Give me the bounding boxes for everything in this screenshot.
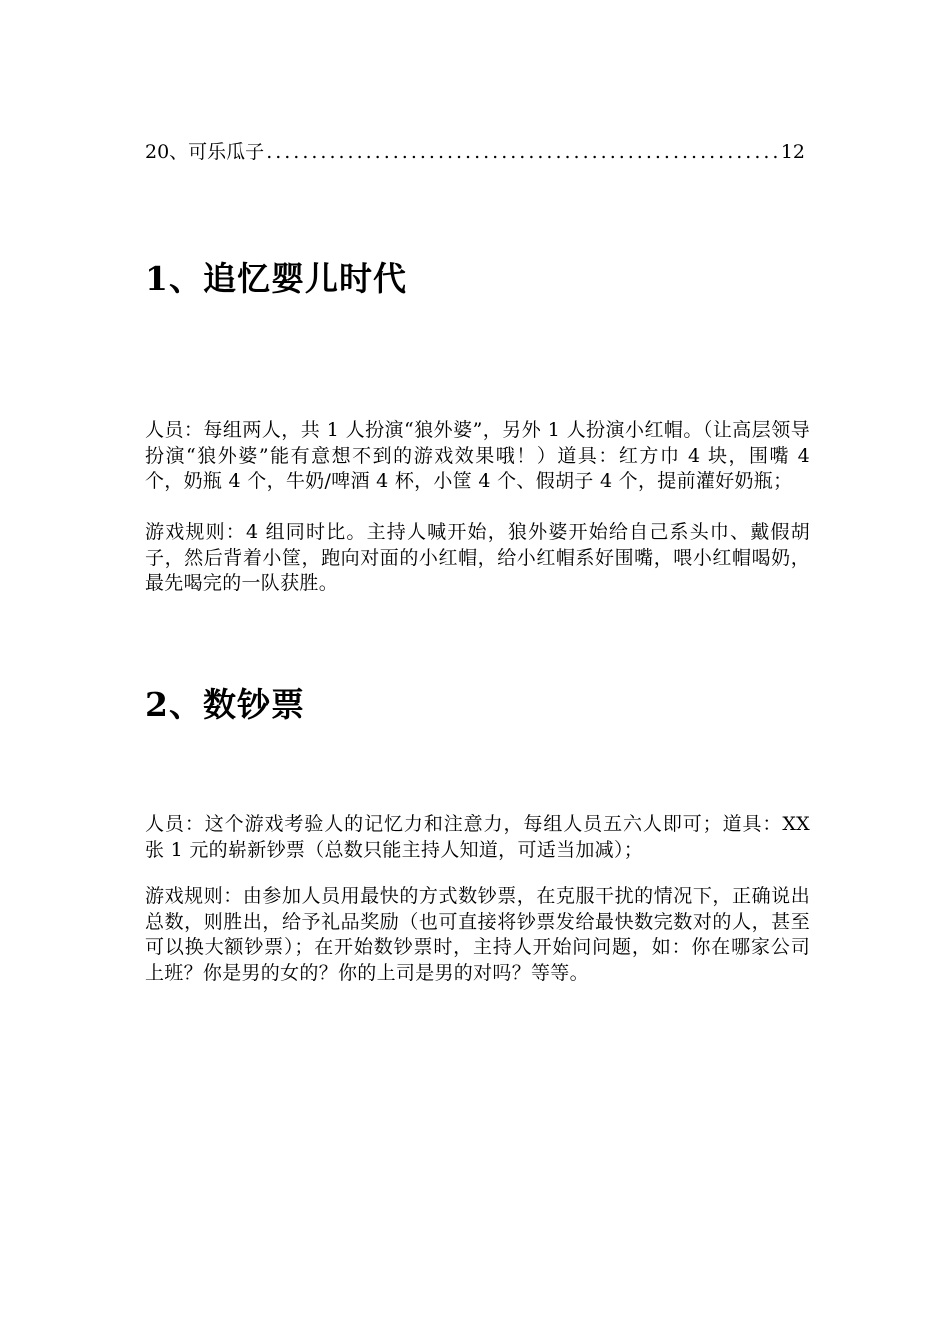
toc-entry[interactable] [145,138,805,166]
section-1-paragraph-personnel: 人员：每组两人，共 1 人扮演“狼外婆”，另外 1 人扮演小红帽。（让高层领导扮演“狼外婆”能有意想不到的游戏效果哦！）道具：红方巾 4 块，围嘴 4 个，奶瓶 4 个，牛奶/啤酒 4 杯，小筐 4 个、假胡子 4 个，提前灌好奶瓶； [145,419,810,493]
section-2-paragraph-personnel: 人员：这个游戏考验人的记忆力和注意力，每组人员五六人即可；道具：XX 张 1 元的崭新钞票（总数只能主持人知道，可适当加减）； [145,813,810,861]
section-heading-1: 1、追忆婴儿时代 [145,259,407,298]
toc-entry-page-number: 12 [780,141,805,163]
section-heading-2: 2、数钞票 [145,685,305,724]
toc-entry-title: 20、可乐瓜子 [145,141,265,163]
toc-dot-leader [266,138,779,166]
section-2-paragraph-rules: 游戏规则：由参加人员用最快的方式数钞票，在克服干扰的情况下，正确说出总数，则胜出，给予礼品奖励（也可直接将钞票发给最快数完数对的人，甚至可以换大额钞票）；在开始数钞票时，主持人开始问问题，如：你在哪家公司上班？你是男的女的？你的上司是男的对吗？等等。 [145,885,810,984]
section-1-paragraph-rules: 游戏规则：4 组同时比。主持人喊开始，狼外婆开始给自己系头巾、戴假胡子，然后背着小筐，跑向对面的小红帽，给小红帽系好围嘴，喂小红帽喝奶，最先喝完的一队获胜。 [145,521,810,595]
